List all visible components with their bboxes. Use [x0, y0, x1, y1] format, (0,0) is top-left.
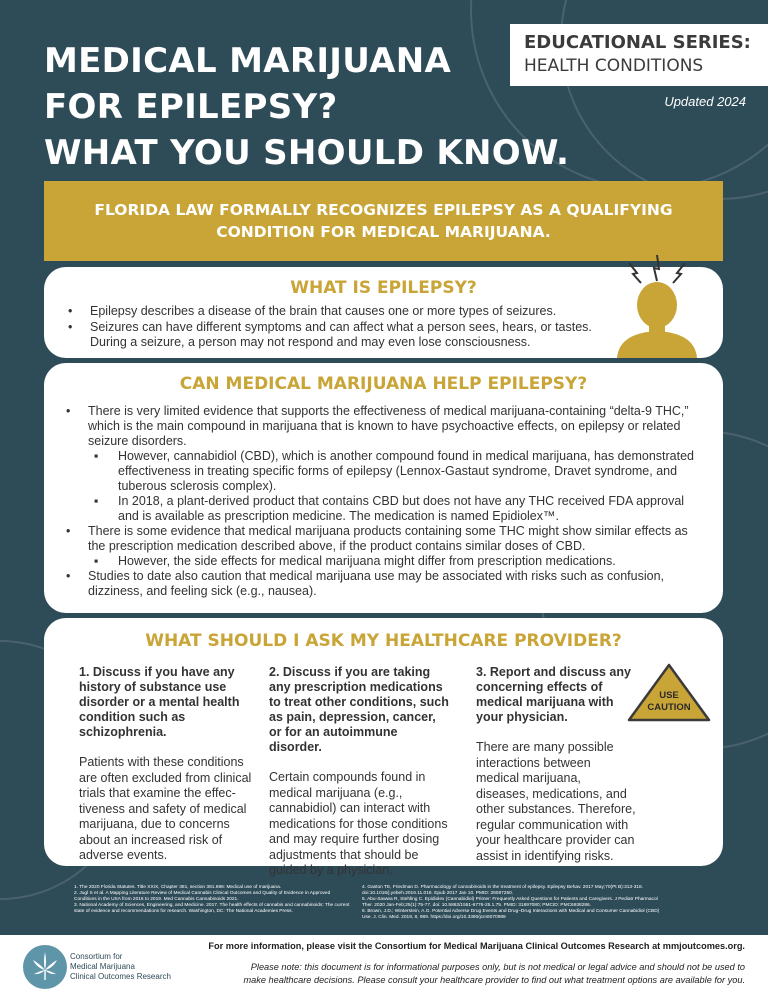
ask-provider-card — [44, 618, 723, 877]
law-banner — [44, 181, 723, 261]
reference-item: 2. Jugl S et al. A Mapping Literature Review of Medical Cannabis Clinical Outcomes and Quality of Evidence in Approved Conditions in the USA from 2016 to 2019. Med Cannabis Cannabinoids 2021. — [74, 891, 331, 902]
series-label: EDUCATIONAL SERIES: — [524, 32, 751, 53]
bullet-text: Studies to date also caution that medical marijuana use may be associated with risks such as confusion, dizziness, and feeling sick (e.g., nausea). — [88, 569, 665, 598]
bullet-text: In 2018, a plant-derived product that contains CBD but does not have any THC received FDA approval and is available as prescription medicine. The medication is named Epidiolex™. — [118, 494, 685, 523]
title-line: MEDICAL MARIJUANA — [44, 41, 452, 81]
reference-item: 5. Abu-Sawwa R, Stehling C. Epidiolex (Cannabidiol) Primer: Frequently Asked Questions for Patients and Caregivers. J Pediatr Pharmacol Ther. 2020 Jan-Feb;25(1):75-77. doi: 10.5863/1551-6776-25.1.75. PMID: 31897080; PMCID: PMC6938286. — [362, 897, 658, 908]
bullet-text: There is some evidence that medical marijuana products containing some THC might show similar effects as the prescription medication described above, if the product contains similar doses of CBD. — [88, 524, 688, 553]
series-label-box — [510, 24, 768, 86]
advice-heading: 1. Discuss if you have any history of substance use disorder or a mental health condition such as schizophrenia. — [79, 665, 240, 739]
section-title: WHAT IS EPILEPSY? — [290, 278, 477, 298]
list-item: ▪ However, cannabidiol (CBD), which is another compound found in medical marijuana, has demonstrated effectiveness in treating specific forms of epilepsy (Lennox-Gastaut syndrome, Dravet syndrome, and tuberous sclerosis complex). — [94, 449, 695, 493]
org-name-line: Consortium for — [70, 952, 123, 961]
list-item: • There is some evidence that medical marijuana products containing some THC might show similar effects as the prescription medication described above, if the product contains similar doses of CBD. — [66, 524, 688, 553]
banner-line: FLORIDA LAW FORMALLY RECOGNIZES EPILEPSY AS A QUALIFYING — [94, 201, 673, 219]
list-item: • There is very limited evidence that supports the effectiveness of medical marijuana-containing “delta-9 THC,” which is the main compound in marijuana that is known to have psychoactive effects, on epilepsy or related seizure disorders. — [66, 404, 689, 448]
advice-body: Certain compounds found in medical marijuana (e.g., cannabidiol) can interact with medications for those conditions and may require further dosing adjustments that should be guided by a physician. — [269, 770, 448, 877]
reference-item: 1. The 2020 Florida Statutes. Title XXIX, Chapter 381, section 381.986: Medical use of marijuana. — [74, 885, 282, 890]
caution-text: USE — [659, 690, 679, 701]
caution-text: CAUTION — [647, 702, 691, 713]
list-item: • Studies to date also caution that medical marijuana use may be associated with risks such as confusion, dizziness, and feeling sick (e.g., nausea). — [66, 569, 665, 598]
more-info-text: For more information, please visit the Consortium for Medical Marijuana Clinical Outcomes Research at mmjoutcomes.org. — [208, 941, 745, 951]
bullet-text: There is very limited evidence that supports the effectiveness of medical marijuana-containing “delta-9 THC,” which is the main compound in marijuana that is known to have psychoactive effects, on epilepsy or related seizure disorders. — [88, 404, 689, 448]
advice-column — [269, 665, 449, 879]
references-right — [362, 885, 662, 921]
org-name-line: Medical Marijuana — [70, 962, 135, 971]
disclaimer-line: make healthcare decisions. Please consult your healthcare provider to find out what treatment options are available for you. — [243, 975, 745, 985]
advice-body: Patients with these conditions are often excluded from clinical trials that examine the effec-tiveness and safety of medical marijuana, due to concerns about an increased risk of adverse events. — [79, 755, 252, 862]
person-head-lightning-icon — [599, 253, 719, 358]
reference-item: 3. National Academy of Sciences, Engineering, and Medicine. 2017. The health effects of cannabis and cannabinoids: The current state of evidence and recommendations for research. Washington, DC: The National Academies Press. — [74, 903, 350, 914]
bullet-list — [66, 404, 706, 599]
bullet-text: Seizures can have different symptoms and can affect what a person sees, hears, or tastes. During a seizure, a person may not respond and may even lose consciousness. — [90, 319, 592, 349]
disclaimer-note — [190, 961, 745, 987]
title-line: WHAT YOU SHOULD KNOW. — [44, 133, 570, 173]
reference-item: 6. Brown, J.D.; Winterstein, A.G. Potential Adverse Drug Events and Drug–Drug Interactions with Medical and Consumer Cannabidiol (CBD) Use. J. Clin. Med. 2019, 8, 989. https://doi.org/10.3390/jcm8070989 — [362, 909, 660, 920]
advice-body: There are many possible interactions between medical marijuana, diseases, medications, and other substances. Therefore, regular communication with your healthcare provider can assist in identifying risks. — [476, 740, 636, 863]
page-title — [44, 38, 569, 176]
disclaimer-line: Please note: this document is for informational purposes only, but is not medical or legal advice and should not be used to — [250, 962, 745, 972]
advice-heading: 2. Discuss if you are taking any prescription medications to treat other conditions, such as pain, depression, cancer, or for an autoimmune disorder. — [269, 665, 449, 754]
bullet-text: Epilepsy describes a disease of the brain that causes one or more types of seizures. — [90, 304, 557, 318]
banner-line: CONDITION FOR MEDICAL MARIJUANA. — [216, 223, 551, 241]
bullet-list — [68, 304, 608, 351]
section-title: CAN MEDICAL MARIJUANA HELP EPILEPSY? — [179, 374, 588, 394]
section-title: WHAT SHOULD I ASK MY HEALTHCARE PROVIDER? — [145, 631, 622, 651]
advice-column — [79, 665, 259, 864]
list-item: ▪ However, the side effects for medical marijuana might differ from prescription medications. — [94, 554, 616, 568]
list-item: • Epilepsy describes a disease of the brain that causes one or more types of seizures. — [68, 304, 557, 318]
org-name-line: Clinical Outcomes Research — [70, 972, 171, 981]
references-left — [74, 885, 354, 915]
advice-heading: 3. Report and discuss any concerning effects of medical marijuana with your physician. — [476, 665, 631, 724]
caution-sign-icon — [626, 662, 712, 724]
title-line: FOR EPILEPSY? — [44, 87, 338, 127]
reference-item: 4. Gaston TE, Friedman D. Pharmacology of cannabinoids in the treatment of epilepsy. Epilepsy Behav. 2017 May;70(Pt B):313-318. doi:10.1016/j.yebeh.2016.11.016. Epub 2017 Jan 10. PMID: 28087250. — [362, 885, 644, 896]
consortium-name — [70, 952, 171, 982]
list-item: • Seizures can have different symptoms and can affect what a person sees, hears, or tastes. During a seizure, a person may not respond and may even lose consciousness. — [68, 319, 592, 349]
what-is-epilepsy-card — [44, 267, 723, 358]
advice-column — [476, 665, 636, 864]
bullet-text: However, cannabidiol (CBD), which is another compound found in medical marijuana, has demonstrated effectiveness in treating specific forms of epilepsy (Lennox-Gastaut syndrome, Dravet syndrome, and tuberous sclerosis complex). — [118, 449, 695, 493]
updated-date: Updated 2024 — [664, 94, 746, 109]
can-marijuana-help-card — [44, 363, 723, 613]
bullet-text: However, the side effects for medical marijuana might differ from prescription medications. — [118, 554, 616, 568]
series-subtitle: HEALTH CONDITIONS — [524, 56, 704, 76]
list-item: ▪ In 2018, a plant-derived product that contains CBD but does not have any THC received FDA approval and is available as prescription medicine. The medication is named Epidiolex™. — [94, 494, 685, 523]
consortium-logo — [20, 942, 70, 992]
